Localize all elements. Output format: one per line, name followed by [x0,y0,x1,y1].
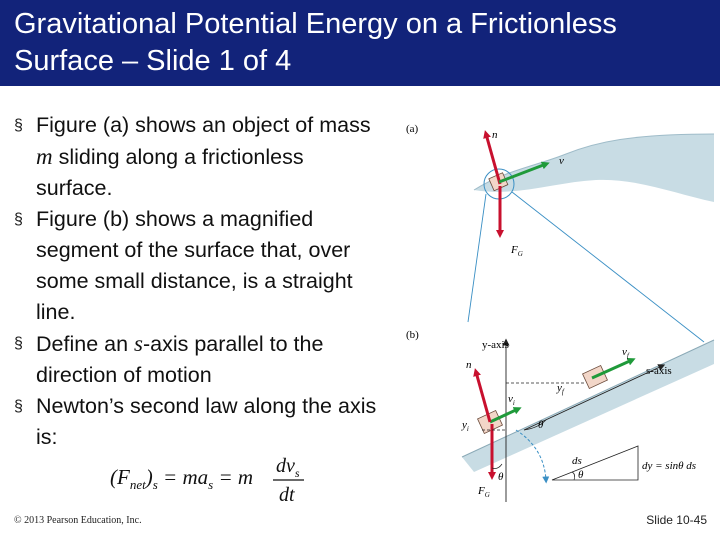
magnify-line [468,194,486,322]
vi-label: v [508,393,513,405]
bullet-text: -axis parallel to the direction of motion [36,332,324,387]
formula-lhs-close: ) [145,465,153,489]
theta-arc-3 [572,472,575,480]
bullet-text: Figure (b) shows a magnified segment of the surface that, over some small distance, is a straight line. [36,207,353,324]
svg-text:FG [477,485,490,499]
formula-eq2: = m [213,465,254,489]
formula-mid: = ma [157,465,209,489]
s-axis-label: s-axis [646,365,672,377]
figure-b-label: (b) [406,329,419,341]
bullet-list [14,110,386,453]
bullet-text: Newton’s second law along the axis is: [36,394,377,449]
formula-lhs-sub: net [129,477,146,492]
normal-force-arrow [486,134,500,184]
formula-mid-sub: s [208,477,214,492]
bullet-text: Define an [36,332,135,356]
yf-label: y [557,382,562,394]
bullet-marker: § [14,398,23,415]
bullet-marker: § [14,211,23,228]
fg-sub-b: G [484,491,490,499]
title-bar [0,0,720,86]
dy-equation: dy = sinθ ds [642,460,697,472]
svg-text:FG [510,244,523,258]
yi-sub: i [466,425,469,433]
yf-sub: f [561,388,564,396]
ds-triangle [552,446,638,480]
slide-title: Gravitational Potential Energy on a Frictionless Surface – Slide 1 of 4 [14,8,617,77]
formula-num-sub: s [294,466,300,480]
svg-text:yi [461,419,469,433]
bullet-marker: § [14,117,23,134]
bullet-text: Figure (a) shows an object of mass [36,113,371,137]
y-axis-label: y-axis [482,339,509,351]
vf-sub: f [626,352,629,360]
svg-text:(Fnet)s = mas = m [110,465,253,492]
bullet-marker: § [14,335,23,352]
ds-label: ds [572,455,582,467]
svg-text:vf [622,346,630,360]
physics-figure [396,112,716,504]
bullet-item [14,328,386,391]
yi-label: y [462,419,467,431]
svg-text:vi [508,393,515,407]
vf-label: v [622,346,627,358]
curved-surface [474,134,714,202]
formula-den: dt [279,484,295,506]
formula-lhs-sub2: s [152,477,158,492]
svg-text:yf [556,382,565,396]
normal-force-b-arrow [476,372,490,422]
fg-sub: G [517,250,523,258]
figure-a-label: (a) [406,123,419,135]
fg-label: F [511,244,518,256]
magnify-line [512,192,704,342]
fg-label-b: F [478,485,485,497]
n-label-b: n [466,359,472,371]
theta-label-2: θ [498,471,504,483]
svg-text:dvs [276,455,300,480]
bullet-italic: m [36,144,53,169]
v-label: v [559,155,564,167]
bullet-italic: s [134,331,143,356]
newton-formula [110,450,310,506]
formula-lhs: (F [110,465,130,489]
copyright-footer: © 2013 Pearson Education, Inc. [14,515,142,526]
incline-surface [462,340,714,472]
bullet-item [14,391,386,453]
bullet-item [14,204,386,328]
vi-sub: i [512,399,515,407]
theta-label-3: θ [578,469,584,481]
theta-label: θ [538,419,544,431]
slide-number: Slide 10-45 [646,513,707,527]
n-label: n [492,129,498,141]
bullet-text: sliding along a frictionless surface. [36,145,304,200]
formula-num: dv [276,455,295,477]
bullet-item [14,110,386,204]
